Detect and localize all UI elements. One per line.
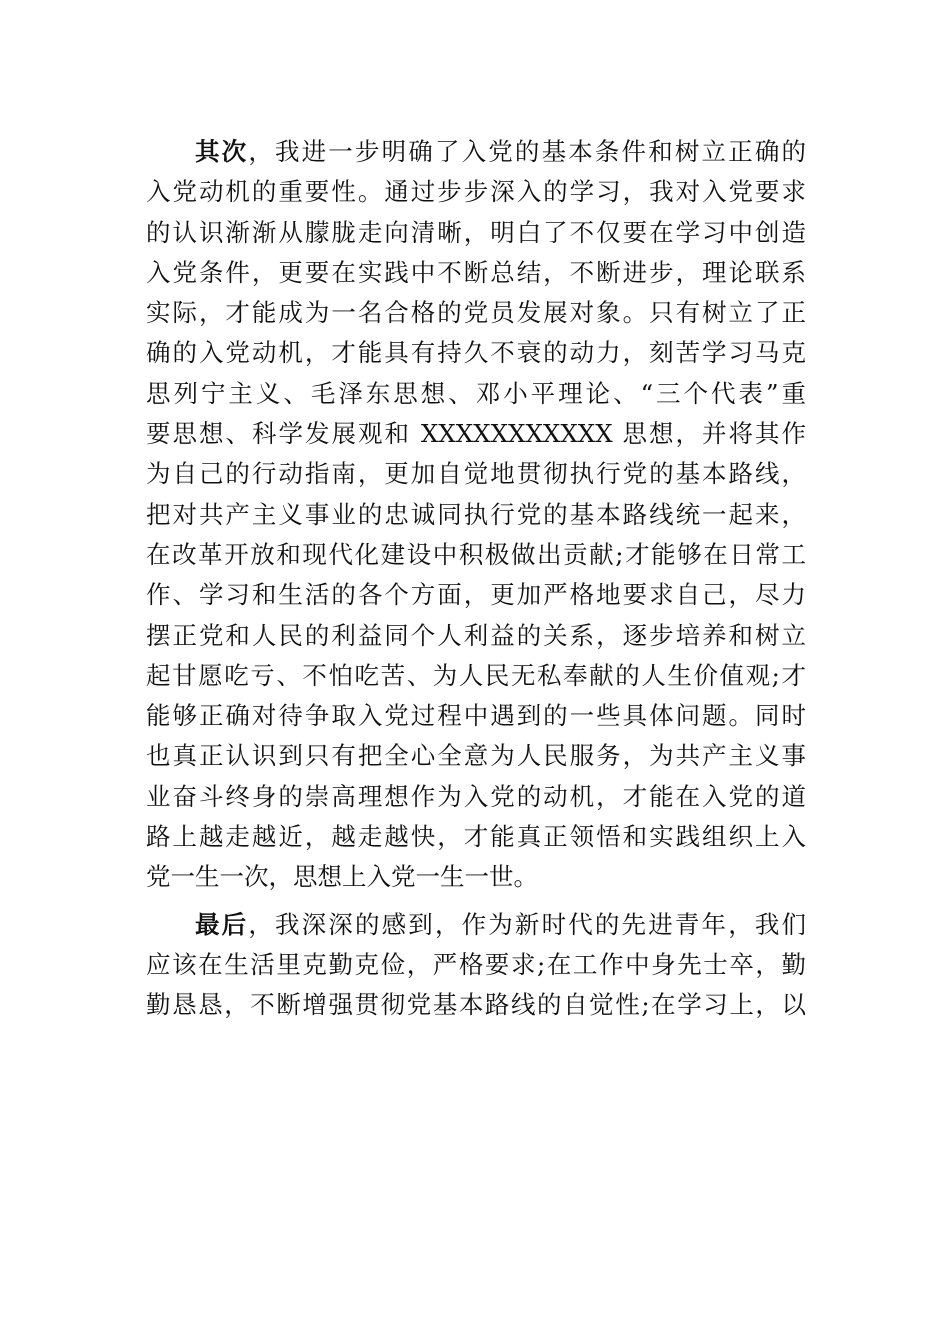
paragraph-1-line: 在改革开放和现代化建设中积极做出贡献;才能够在日常工: [146, 539, 806, 569]
paragraph-1-line: 要思想、科学发展观和 XXXXXXXXXXX 思想，并将其作: [146, 419, 806, 449]
paragraph-2-line: 应该在生活里克勤克俭，严格要求;在工作中身先士卒，勤: [146, 949, 806, 979]
paragraph-2-lead: 最后: [195, 909, 249, 939]
paragraph-1-line: 的认识渐渐从朦胧走向清晰，明白了不仅要在学习中创造: [146, 217, 806, 247]
paragraph-1-line: 确的入党动机，才能具有持久不衰的动力，刻苦学习马克: [146, 338, 806, 368]
paragraph-2-line-text: ，我深深的感到，作为新时代的先进青年，我们: [248, 909, 807, 939]
paragraph-1-line: 把对共产主义事业的忠诚同执行党的基本路线统一起来，: [146, 499, 806, 529]
paragraph-1-line: 思列宁主义、毛泽东思想、邓小平理论、“三个代表”重: [146, 378, 806, 408]
paragraph-1-line: 路上越走越近，越走越快，才能真正领悟和实践组织上入: [146, 822, 806, 852]
paragraph-1-line: [146, 132, 806, 172]
paragraph-1-line: 摆正党和人民的利益同个人利益的关系，逐步培养和树立: [146, 620, 806, 650]
paragraph-1-line: 党一生一次，思想上入党一生一世。: [146, 862, 538, 892]
paragraph-1-line: 能够正确对待争取入党过程中遇到的一些具体问题。同时: [146, 701, 806, 731]
paragraph-1-line: 为自己的行动指南，更加自觉地贯彻执行党的基本路线，: [146, 459, 806, 489]
document-body: [146, 132, 806, 1026]
paragraph-1-line: 也真正认识到只有把全心全意为人民服务，为共产主义事: [146, 741, 806, 771]
paragraph-2-line: [146, 905, 806, 945]
paragraph-1-line: 实际，才能成为一名合格的党员发展对象。只有树立了正: [146, 298, 806, 328]
paragraph-1-lead: 其次: [195, 137, 249, 166]
paragraph-1-line: 起甘愿吃亏、不怕吃苦、为人民无私奉献的人生价值观;才: [146, 660, 806, 690]
paragraph-1-line: 作、学习和生活的各个方面，更加严格地要求自己，尽力: [146, 580, 806, 610]
paragraph-1-line-text: ，我进一步明确了入党的基本条件和树立正确的: [248, 137, 807, 166]
paragraph-2-line: 勤恳恳，不断增强贯彻党基本路线的自觉性;在学习上，以: [146, 990, 806, 1020]
paragraph-1-line: 业奋斗终身的崇高理想作为入党的动机，才能在入党的道: [146, 781, 806, 811]
paragraph-1-line: 入党条件，更要在实践中不断总结，不断进步，理论联系: [146, 257, 806, 287]
paragraph-1-line: 入党动机的重要性。通过步步深入的学习，我对入党要求: [146, 177, 806, 207]
